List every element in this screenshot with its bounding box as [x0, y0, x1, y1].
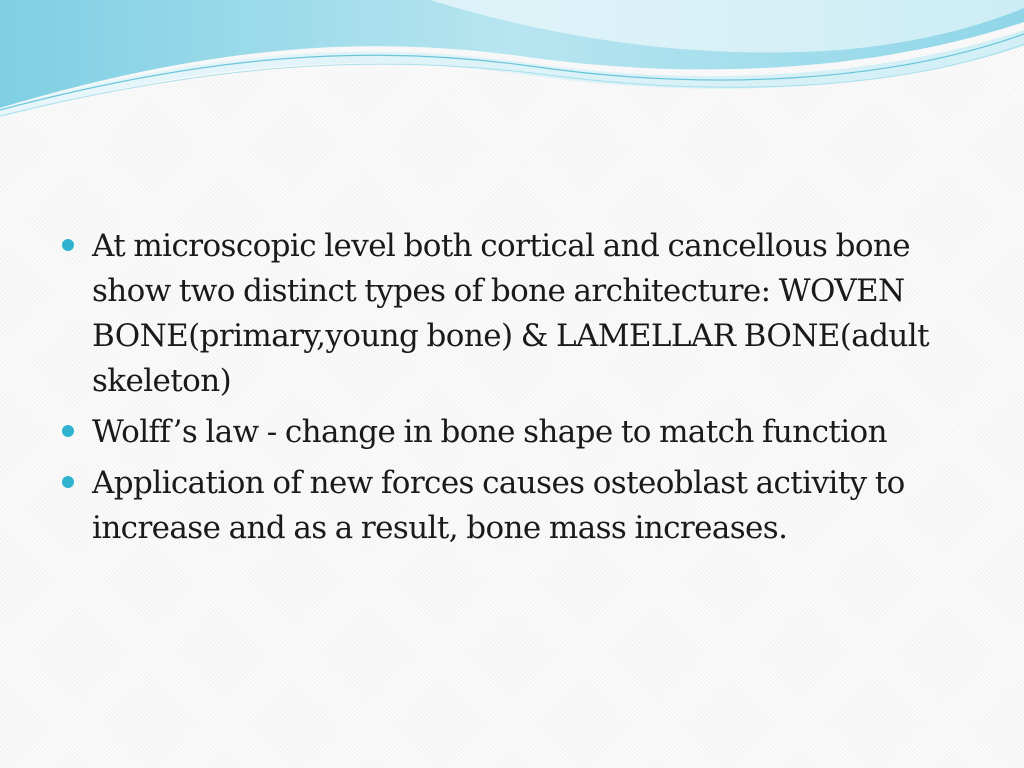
bullet-list: [60, 224, 980, 551]
slide-body: [60, 224, 980, 557]
bullet-item: [60, 461, 980, 551]
bullet-text: At microscopic level both cortical and cancellous bone show two distinct types of bone architecture: WOVEN BONE(primary,young bone) & LAMELLAR BONE(adult skeleton): [92, 228, 929, 399]
bullet-text: Wolff’s law - change in bone shape to match function: [92, 414, 887, 450]
bullet-item: [60, 224, 980, 404]
bullet-text: Application of new forces causes osteoblast activity to increase and as a result, bone mass increases.: [92, 465, 905, 546]
filled-circle-icon: [62, 476, 74, 488]
filled-circle-icon: [62, 425, 74, 437]
filled-circle-icon: [62, 239, 74, 251]
bullet-item: [60, 410, 980, 455]
header-wave-decoration: [0, 0, 1024, 120]
